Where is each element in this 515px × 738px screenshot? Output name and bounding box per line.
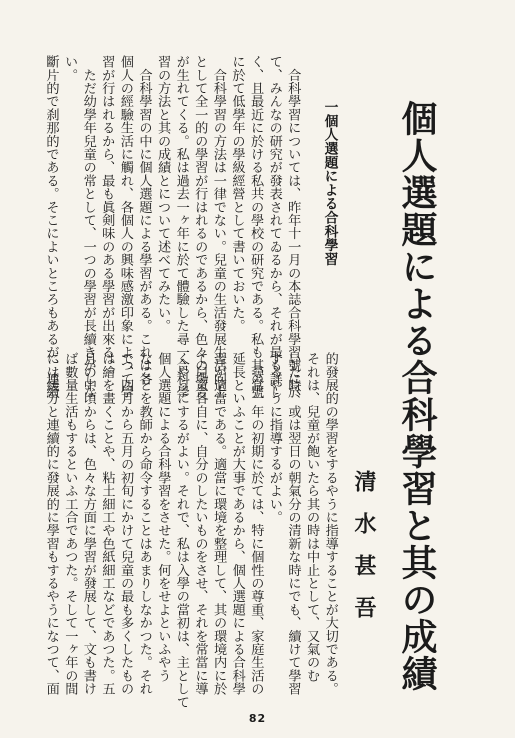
text-column: く、且最近に於ける私共の學校の研究である。私も其の號 <box>248 55 264 399</box>
text-column: て兒童各自に、自分のしたいものをさせ、それを常當に導 <box>192 352 208 696</box>
text-column: くやうにするがよい。それで、私は入學の當初は、主として <box>173 352 189 709</box>
page-number: 82 <box>248 712 267 725</box>
text-column: に於て低學年の學級經營として書いておいた。 <box>229 55 245 333</box>
text-column: ば數量生活もするといふ工合であつた。そして一ヶ年の間 <box>62 352 78 696</box>
text-column: 延長といふことが大事であるから、個人選題による合科學 <box>229 352 245 696</box>
text-column: 習が適當である。適當に環境を整理して、其の環境内に於 <box>211 352 227 696</box>
text-column: として全一的の學習が行はれるのであるから、色々の場合 <box>192 55 208 399</box>
text-column: は繪を畫くことや、粘土細工や色紙細工などであつた。五 <box>99 352 115 696</box>
text-column: 習の方法と其の成績とについて述べてみたい。 <box>155 55 171 333</box>
text-column: 斷片的で刹那的である。そこによいところもあるが、連續 <box>43 55 59 399</box>
text-column: それは、兒童が飽いたら其の時は中止として、又氣のむ <box>304 352 320 682</box>
upper-text-block <box>40 55 340 399</box>
main-title: 個人選題による合科學習と其の成績 <box>396 100 438 692</box>
text-column: 個人の經驗生活に觸れ、各個人の興味感激印象によつて學 <box>117 55 133 399</box>
text-column: 習が行はれるから、最も眞剣味のある學習が出來る。 <box>99 55 115 372</box>
section-heading: 一個人選題による合科學習 <box>321 100 338 266</box>
text-column: 尋常一年の初期に於ては、特に個性の尊重、家庭生活の <box>248 352 264 696</box>
text-column: 月の中頃からは、色々な方面に學習が發展して、文も書け <box>80 352 96 696</box>
text-column: 合科學習については、昨年十一月の本誌合科學習號に於 <box>285 55 301 399</box>
author-name: 清水甚吾 <box>351 470 377 638</box>
text-column: 的發展的の學習をするやうに指導することが大切である。 <box>322 352 338 696</box>
text-column: には緩分と連續的に發展的に學習もするやうになつて、面 <box>43 352 59 696</box>
text-column: いた時、或は翌日の朝氣分の清新な時にでも、續けて學習 <box>285 352 301 696</box>
text-column: 合科學習の方法は一律でない。兒童の生活發展生活向上 <box>210 55 226 399</box>
text-column: で、四月から五月の初旬にかけて兒童の最も多くしたもの <box>118 352 134 696</box>
text-column: 合科學習の中に個人選題による學習がある。これは各 <box>136 55 152 385</box>
text-column: ただ幼學年兒童の常として、一つの學習が長續きがしな <box>80 55 96 399</box>
text-column: い。 <box>62 55 78 82</box>
text-column: 個人選題による合科學習をさせた。何をせよといふやう <box>155 352 171 682</box>
text-column: て、みんなの研究が發表されてゐるから、それが最も詳し <box>266 55 282 399</box>
text-column: するやうに指導するがよい。 <box>266 352 282 524</box>
text-column: なことを教師から命令することはあまりしなかつた。それ <box>136 352 152 696</box>
lower-text-block <box>40 352 340 709</box>
text-column: が生れてくる。私は過去一ヶ年に於て體驗した尋一合科學 <box>173 55 189 399</box>
